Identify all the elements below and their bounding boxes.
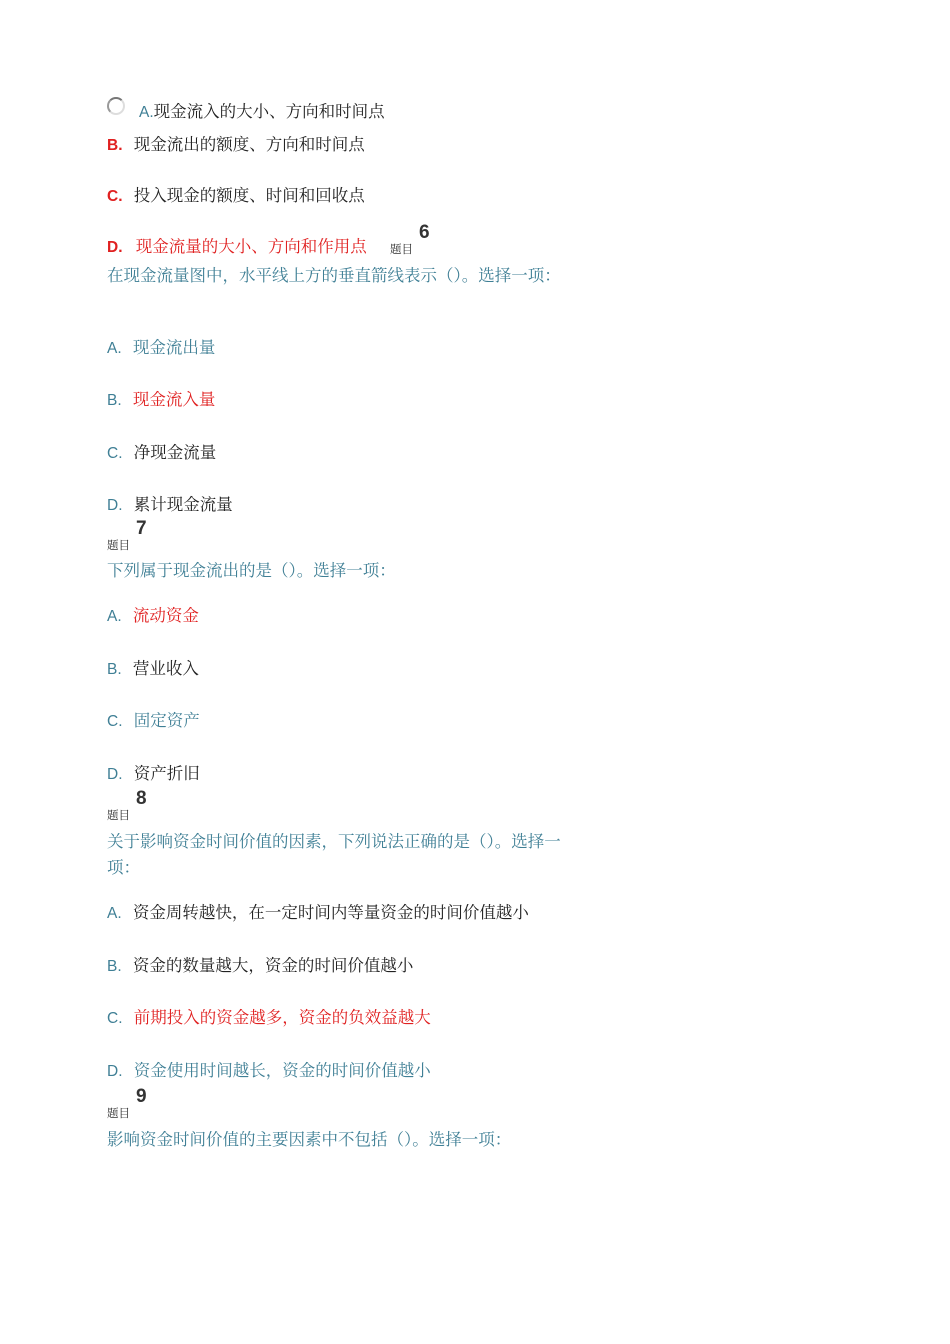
question-text: 在现金流量图中，水平线上方的垂直箭线表示（）。选择一项：	[107, 266, 561, 285]
option-text: 资金使用时间越长，资金的时间价值越小	[133, 1061, 431, 1080]
option-text: 现金流量的大小、方向和作用点	[135, 237, 367, 256]
option-letter: C.	[107, 1010, 123, 1027]
option-letter: C.	[107, 713, 123, 730]
q6-option-b[interactable]	[107, 390, 215, 411]
q8-option-c[interactable]	[107, 1008, 431, 1029]
q6-option-a[interactable]	[107, 338, 215, 359]
question-label: 题目	[107, 538, 130, 552]
q6-option-d[interactable]	[107, 495, 233, 516]
q7-option-c[interactable]	[107, 711, 200, 732]
q6-option-c[interactable]	[107, 443, 216, 464]
option-text: 投入现金的额度、时间和回收点	[133, 186, 365, 205]
question-number: 6	[419, 222, 430, 243]
q7-option-a[interactable]	[107, 606, 199, 627]
option-letter: D.	[107, 497, 123, 514]
option-letter: A.	[107, 905, 122, 922]
question-text: 下列属于现金流出的是（）。选择一项：	[107, 561, 396, 580]
option-letter: B.	[107, 958, 122, 975]
option-letter: D.	[107, 1063, 123, 1080]
option-letter: A.	[139, 104, 154, 121]
option-text: 现金流出的额度、方向和时间点	[133, 135, 365, 154]
question-text: 影响资金时间价值的主要因素中不包括（）。选择一项：	[107, 1130, 512, 1149]
q5-option-a[interactable]	[139, 102, 385, 123]
option-text: 现金流入的大小、方向和时间点	[153, 102, 385, 121]
option-text: 资金周转越快，在一定时间内等量资金的时间价值越小	[132, 903, 529, 922]
option-text: 营业收入	[132, 659, 199, 678]
option-letter: C.	[107, 445, 123, 462]
q5-option-c[interactable]	[107, 186, 365, 207]
option-text: 累计现金流量	[133, 495, 233, 514]
q7-option-d[interactable]	[107, 764, 200, 785]
question-number: 8	[136, 788, 147, 809]
q5-option-d[interactable]	[107, 237, 367, 258]
option-letter: D.	[107, 239, 123, 256]
question-label: 题目	[107, 1106, 130, 1120]
option-letter: A.	[107, 340, 122, 357]
question-label: 题目	[390, 242, 413, 256]
option-letter: C.	[107, 188, 123, 205]
option-text: 资金的数量越大，资金的时间价值越小	[132, 956, 414, 975]
option-letter: A.	[107, 608, 122, 625]
option-text: 净现金流量	[133, 443, 217, 462]
option-letter: B.	[107, 137, 123, 154]
option-text: 现金流出量	[132, 338, 216, 357]
q8-option-b[interactable]	[107, 956, 413, 977]
option-text: 固定资产	[133, 711, 200, 730]
option-text: 前期投入的资金越多，资金的负效益越大	[133, 1008, 431, 1027]
option-text: 资产折旧	[133, 764, 200, 783]
loading-spinner-icon	[105, 95, 127, 117]
question-text: 关于影响资金时间价值的因素，下列说法正确的是（）。选择一项：	[107, 832, 561, 877]
q8-option-d[interactable]	[107, 1061, 431, 1082]
q7-option-b[interactable]	[107, 659, 199, 680]
option-letter: B.	[107, 392, 122, 409]
option-letter: B.	[107, 661, 122, 678]
option-text: 现金流入量	[132, 390, 216, 409]
question-label: 题目	[107, 808, 130, 822]
q8-option-a[interactable]	[107, 903, 529, 924]
option-text: 流动资金	[132, 606, 199, 625]
option-letter: D.	[107, 766, 123, 783]
question-number: 9	[136, 1086, 147, 1107]
question-number: 7	[136, 518, 147, 539]
q5-option-b[interactable]	[107, 135, 365, 156]
